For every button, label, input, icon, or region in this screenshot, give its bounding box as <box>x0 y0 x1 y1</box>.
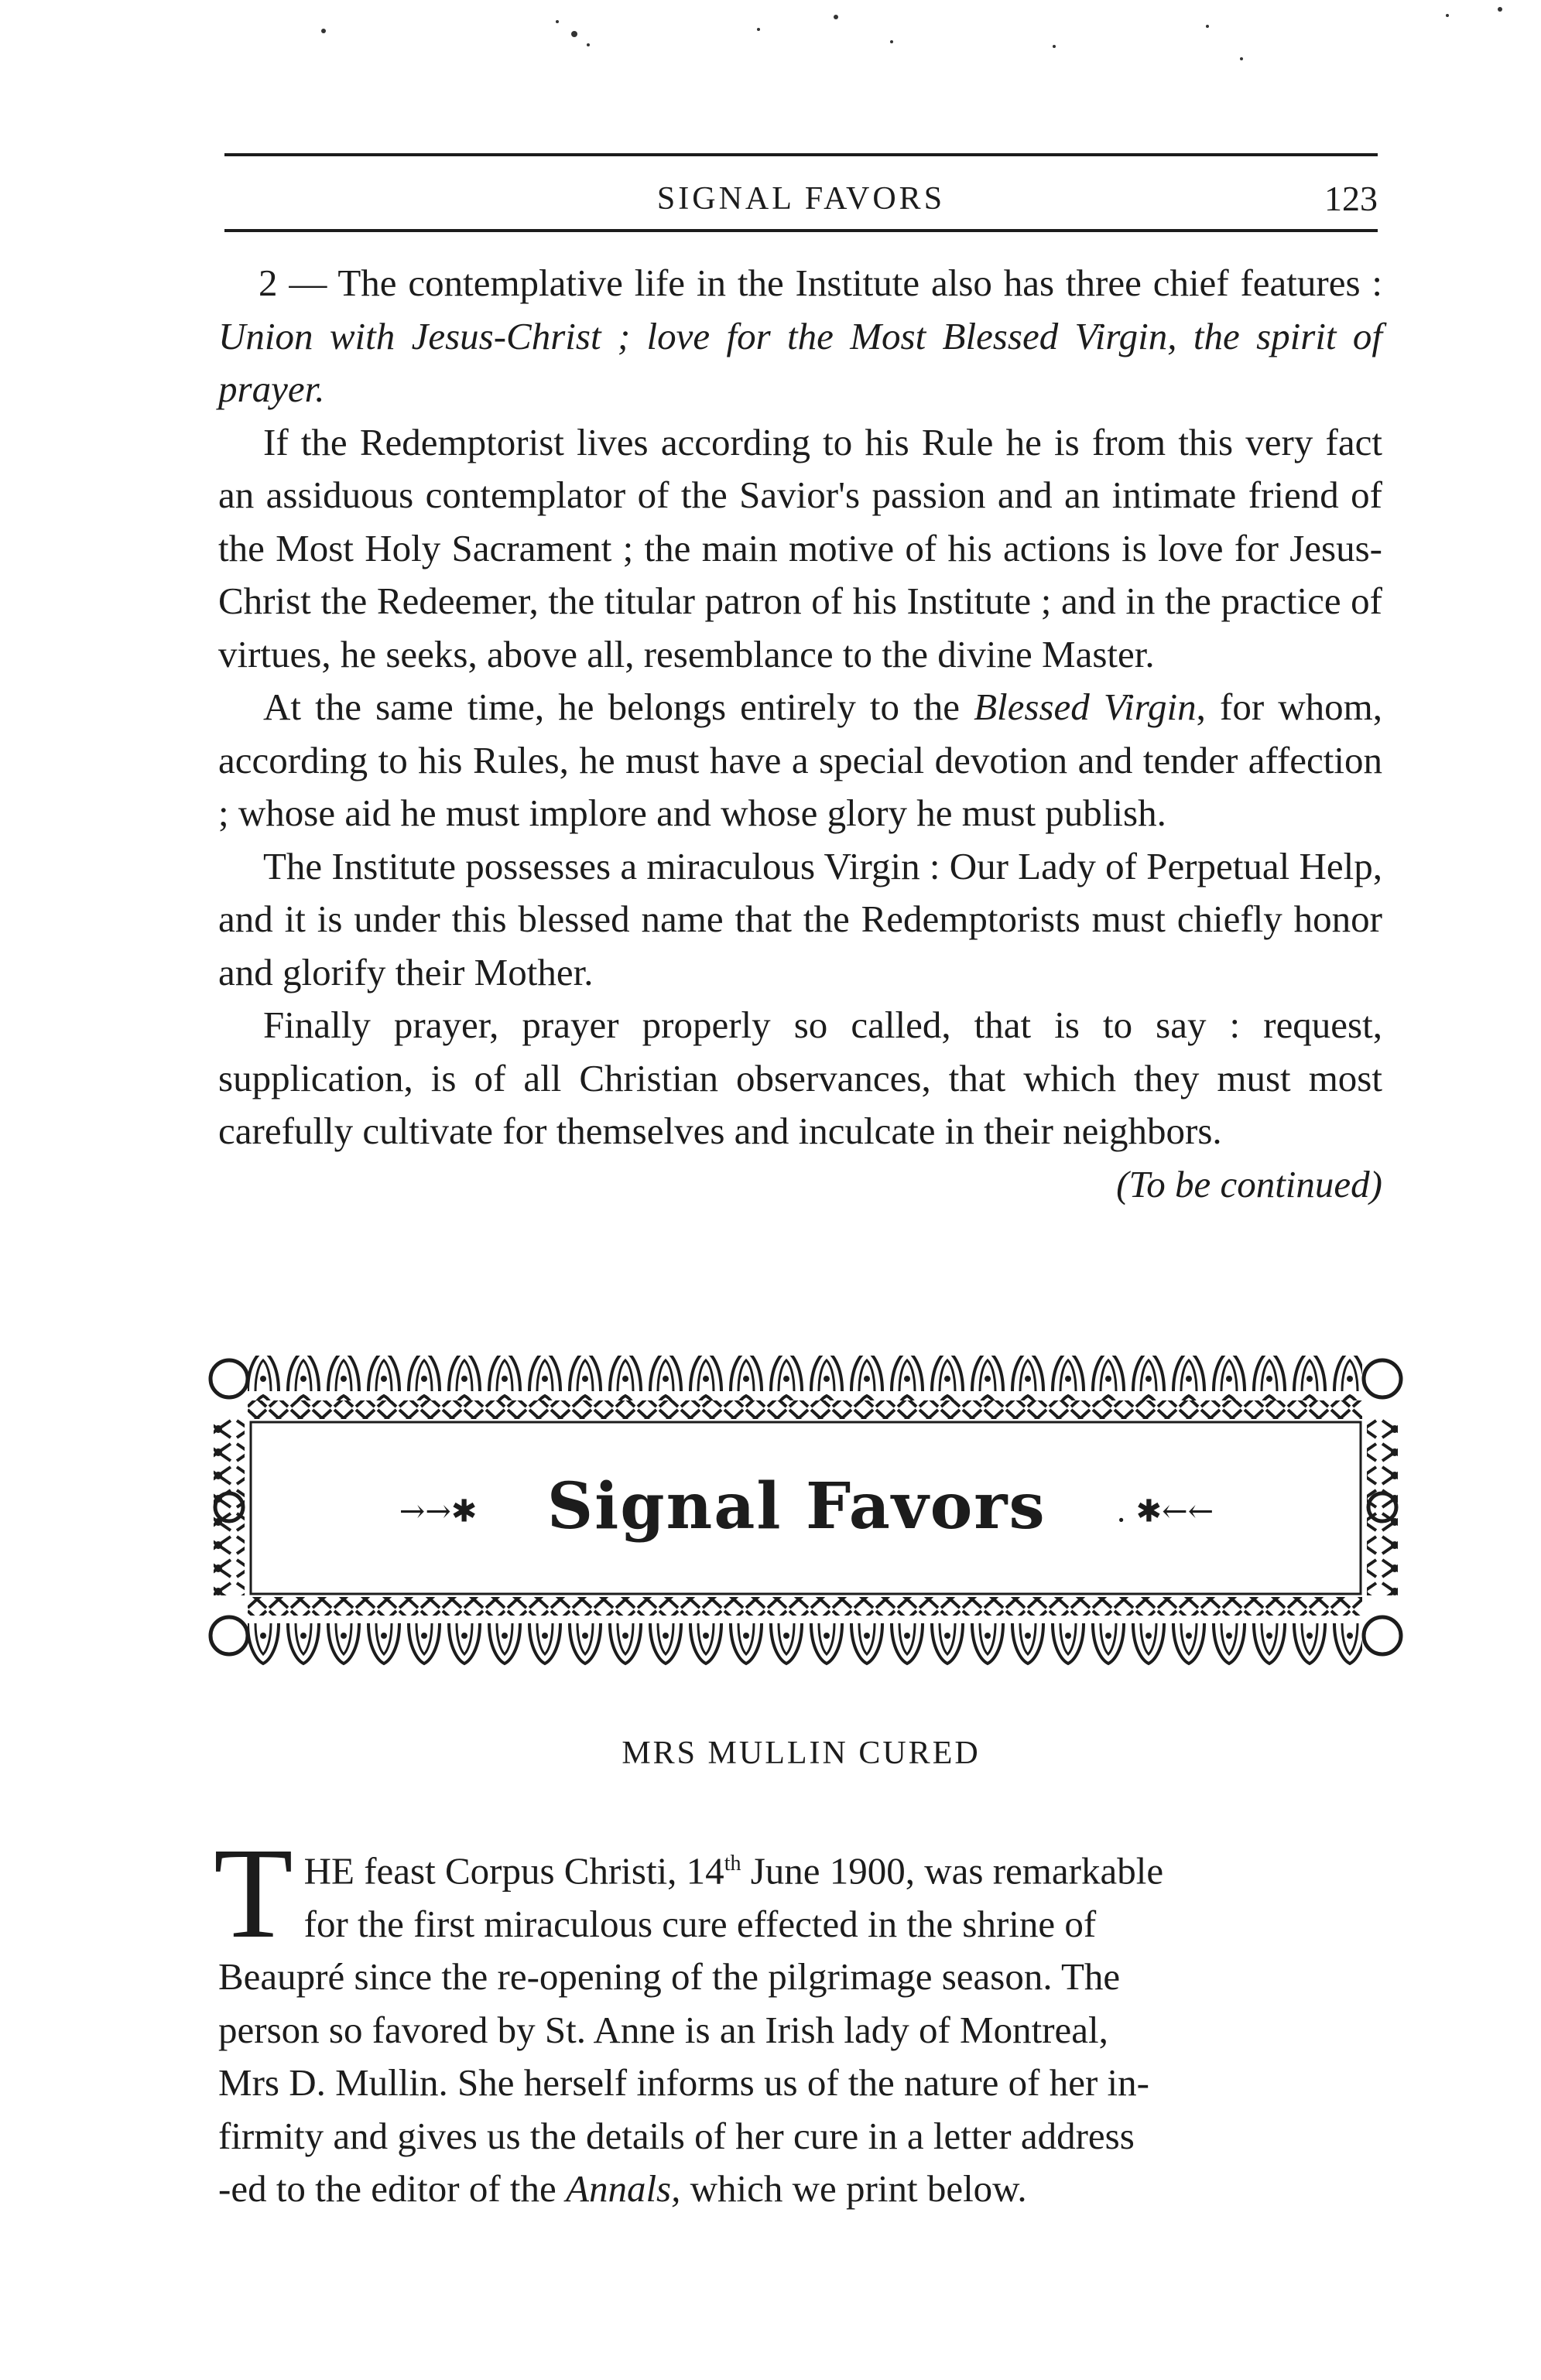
article-line-5: Mrs D. Mullin. She herself informs us of the nature of her in- <box>218 2061 1149 2105</box>
page-header <box>224 172 1378 226</box>
body-text <box>218 257 1382 1211</box>
article-line-3: Beaupré since the re-opening of the pilgrimage season. The <box>218 1955 1121 1999</box>
features-italic: Union with Jesus-Christ ; love for the Most Blessed Virgin, the spirit of prayer. <box>218 314 1382 410</box>
ornament-title <box>203 1464 1410 1554</box>
ornamental-banner <box>203 1348 1410 1673</box>
left-arrows-icon: →→✱ <box>399 1493 478 1530</box>
page-number: 123 <box>1324 179 1378 218</box>
paragraph-institute: The Institute possesses a miraculous Virgin : Our Lady of Perpetual Help, and it is under this blessed name that the Redemptorists must chiefly honor and glorify their Mother. <box>218 844 1382 993</box>
paragraph-number: 2 — <box>259 262 338 304</box>
article-line-6: firmity and gives us the details of her cure in a letter address <box>218 2114 1135 2157</box>
paragraph-redemptorist: If the Redemptorist lives according to his Rule he is from this very fact an assiduous contemplator of the Savior's passion and an intimate friend of the Most Holy Sacrament ; the main motive of his actions is love for Jesus-Christ the Redeemer, the titular patron of his Institute ; and in the practice of virtues, he seeks, above all, resemblance to the divine Master. <box>218 420 1382 675</box>
paragraph-prayer: Finally prayer, prayer properly so called, that is to say : request, supplication, is of all Christian observances, that which they must most carefully cultivate for themselves and inculcate in their neighbors. (To be continued) <box>218 999 1382 1158</box>
ornament-title-text: Signal Favors <box>546 1469 1046 1544</box>
right-arrows-icon: . ✱←← <box>1116 1493 1214 1530</box>
article-line-7: -ed to the editor of the Annals, which we print below. <box>218 2167 1027 2211</box>
continued-note: (To be continued) <box>1116 1162 1382 1205</box>
article-text <box>214 1821 1382 2216</box>
running-title: SIGNAL FAVORS <box>656 181 946 217</box>
article-line-4: person so favored by St. Anne is an Irish lady of Montreal, <box>218 2008 1108 2051</box>
header-top-rule <box>224 153 1378 156</box>
paragraph-blessed-virgin: At the same time, he belongs entirely to the Blessed Virgin, for whom, according to his Rules, he must have a special devotion and tender affection ; whose aid he must implore and whose glory he must publish. <box>218 686 1383 834</box>
article-line-2: for the first miraculous cure effected in the shrine of <box>303 1902 1097 1945</box>
section-heading: MRS MULLIN CURED <box>622 1735 981 1771</box>
header-bottom-rule <box>224 229 1378 232</box>
paragraph-contemplative-life: 2 — The contemplative life in the Institute also has three chief features : Union with Jesus-Christ ; love for the Most Blessed Virgin, the spirit of prayer. <box>218 262 1382 410</box>
scan-specks <box>0 0 1541 93</box>
drop-cap: T <box>214 1821 293 1965</box>
article-line-1: HE feast Corpus Christi, 14th June 1900, was remarkable <box>303 1849 1164 1893</box>
